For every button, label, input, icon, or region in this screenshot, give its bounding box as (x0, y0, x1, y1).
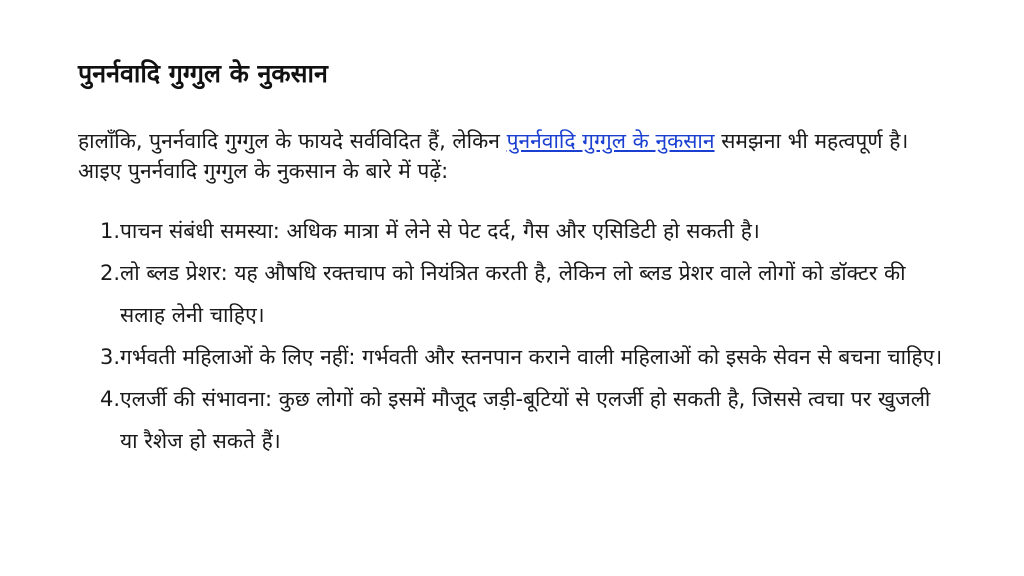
list-item-number: 3. (100, 345, 121, 369)
list-item-text: लो ब्लड प्रेशर: यह औषधि रक्तचाप को नियंत्रित करती है, लेकिन लो ब्लड प्रेशर वाले लोगों को डॉक्टर की सलाह लेनी चाहिए। (120, 261, 906, 327)
list-item-number: 4. (100, 387, 121, 411)
list-item (78, 252, 944, 336)
intro-paragraph (78, 126, 944, 186)
intro-text-before-link: हालाँकि, पुनर्नवादि गुग्गुल के फायदे सर्वविदित हैं, लेकिन (78, 129, 507, 153)
list-item-number: 1. (100, 219, 121, 243)
list-item-text: गर्भवती महिलाओं के लिए नहीं: गर्भवती और स्तनपान कराने वाली महिलाओं को इसके सेवन से बचना चाहिए। (120, 345, 943, 369)
list-item (78, 336, 944, 378)
list-item (78, 210, 944, 252)
list-item-text: एलर्जी की संभावना: कुछ लोगों को इसमें मौजूद जड़ी-बूटियों से एलर्जी हो सकती है, जिससे त्वचा पर खुजली या रैशेज हो सकते हैं। (120, 387, 931, 453)
list-item-number: 2. (100, 261, 121, 285)
list-item-text: पाचन संबंधी समस्या: अधिक मात्रा में लेने से पेट दर्द, गैस और एसिडिटी हो सकती है। (120, 219, 760, 243)
article-link[interactable]: पुनर्नवादि गुग्गुल के नुकसान (506, 129, 715, 153)
side-effects-list (78, 210, 944, 462)
list-item (78, 378, 944, 462)
intro-text-after-link: समझना भी महत्वपूर्ण है। आइए पुनर्नवादि गुग्गुल के नुकसान के बारे में पढ़ें: (78, 129, 909, 183)
page-title: पुनर्नवादि गुग्गुल के नुकसान (78, 59, 328, 88)
